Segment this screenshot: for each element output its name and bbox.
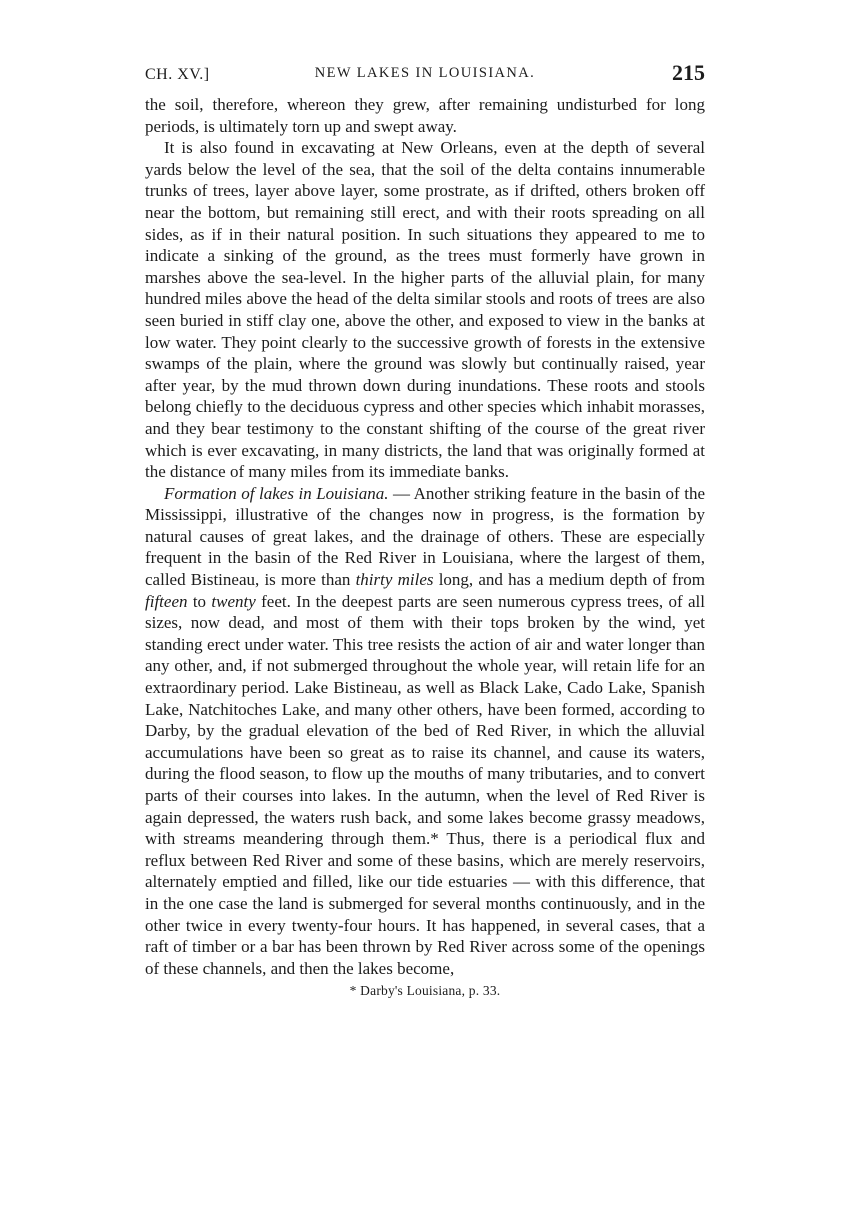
paragraph-3-text-1: — Another striking feature in the basin of the Mississippi, illustrative of the changes now in progress, is the formation by natural causes of great lakes, and the drainage of others. These are especially frequent in the basin of the Red River in Louisiana, where the largest of them, called Bistineau, is more than: [145, 483, 705, 590]
paragraph-3: [145, 483, 705, 980]
emphasis-fifteen: fifteen: [145, 591, 188, 611]
paragraph-3-text-2: long, and has a medium depth of from: [433, 570, 705, 590]
paragraph-3-text-4: feet. In the deepest parts are seen numerous cypress trees, of all sizes, now dead, and most of them with their tops broken by the wind, yet standing erect under water. This tree resists the action of air and water longer than any other, and, if not submerged throughout the whole year, will retain life for an extraordinary period. Lake Bistineau, as well as Black Lake, Cado Lake, Spanish Lake, Natchitoches Lake, and many other others, have been formed, according to Darby, by the gradual elevation of the bed of Red River, in which the alluvial accumulations have been so great as to raise its channel, and cause its waters, during the flood season, to flow up the mouths of many tributaries, and to convert parts of their courses into lakes. In the autumn, when the level of Red River is again depressed, the waters rush back, and some lakes become grassy meadows, with streams meandering through them.* Thus, there is a periodical flux and reflux between Red River and some of these basins, which are merely reservoirs, alternately emptied and filled, like our tide estuaries — with this difference, that in the one case the land is submerged for several months continuously, and in the other twice in every twenty-four hours. It has happened, in several cases, that a raft of timber or a bar has been thrown by Red River across some of the openings of these channels, and then the lakes become,: [145, 591, 705, 978]
body-text: [145, 94, 705, 979]
section-heading: Formation of lakes in Louisiana.: [164, 483, 389, 503]
emphasis-twenty: twenty: [211, 591, 256, 611]
running-title: NEW LAKES IN LOUISIANA.: [314, 65, 536, 81]
book-page: [145, 62, 705, 999]
chapter-label: CH. XV.]: [145, 66, 210, 83]
emphasis-thirty-miles: thirty miles: [355, 570, 434, 590]
paragraph-1: the soil, therefore, whereon they grew, after remaining undisturbed for long periods, is ultimately torn up and swept away.: [145, 95, 705, 136]
paragraph-2: It is also found in excavating at New Orleans, even at the depth of several yards below the level of the sea, that the soil of the delta contains innumerable trunks of trees, layer above layer, some prostrate, as if drifted, others broken off near the bottom, but remaining still erect, and with their roots spreading on all sides, as if in their natural position. In such situations they appeared to me to indicate a sinking of the ground, as the trees must formerly have grown in marshes above the sea-level. In the higher parts of the alluvial plain, for many hundred miles above the head of the delta similar stools and roots of trees are also seen buried in stiff clay one, above the other, and exposed to view in the banks at low water. They point clearly to the successive growth of forests in the extensive swamps of the plain, where the ground was slowly but continually raised, year after year, by the mud thrown down during inundations. These roots and stools belong chiefly to the deciduous cypress and other species which inhabit morasses, and they bear testimony to the constant shifting of the course of the great river which is ever excavating, in many districts, the land that was originally formed at the distance of many miles from its immediate banks.: [145, 138, 705, 482]
footnote: * Darby's Louisiana, p. 33.: [349, 983, 501, 999]
running-head: [145, 62, 705, 94]
paragraph-3-text-3: to: [187, 591, 212, 611]
page-number: 215: [672, 60, 705, 85]
